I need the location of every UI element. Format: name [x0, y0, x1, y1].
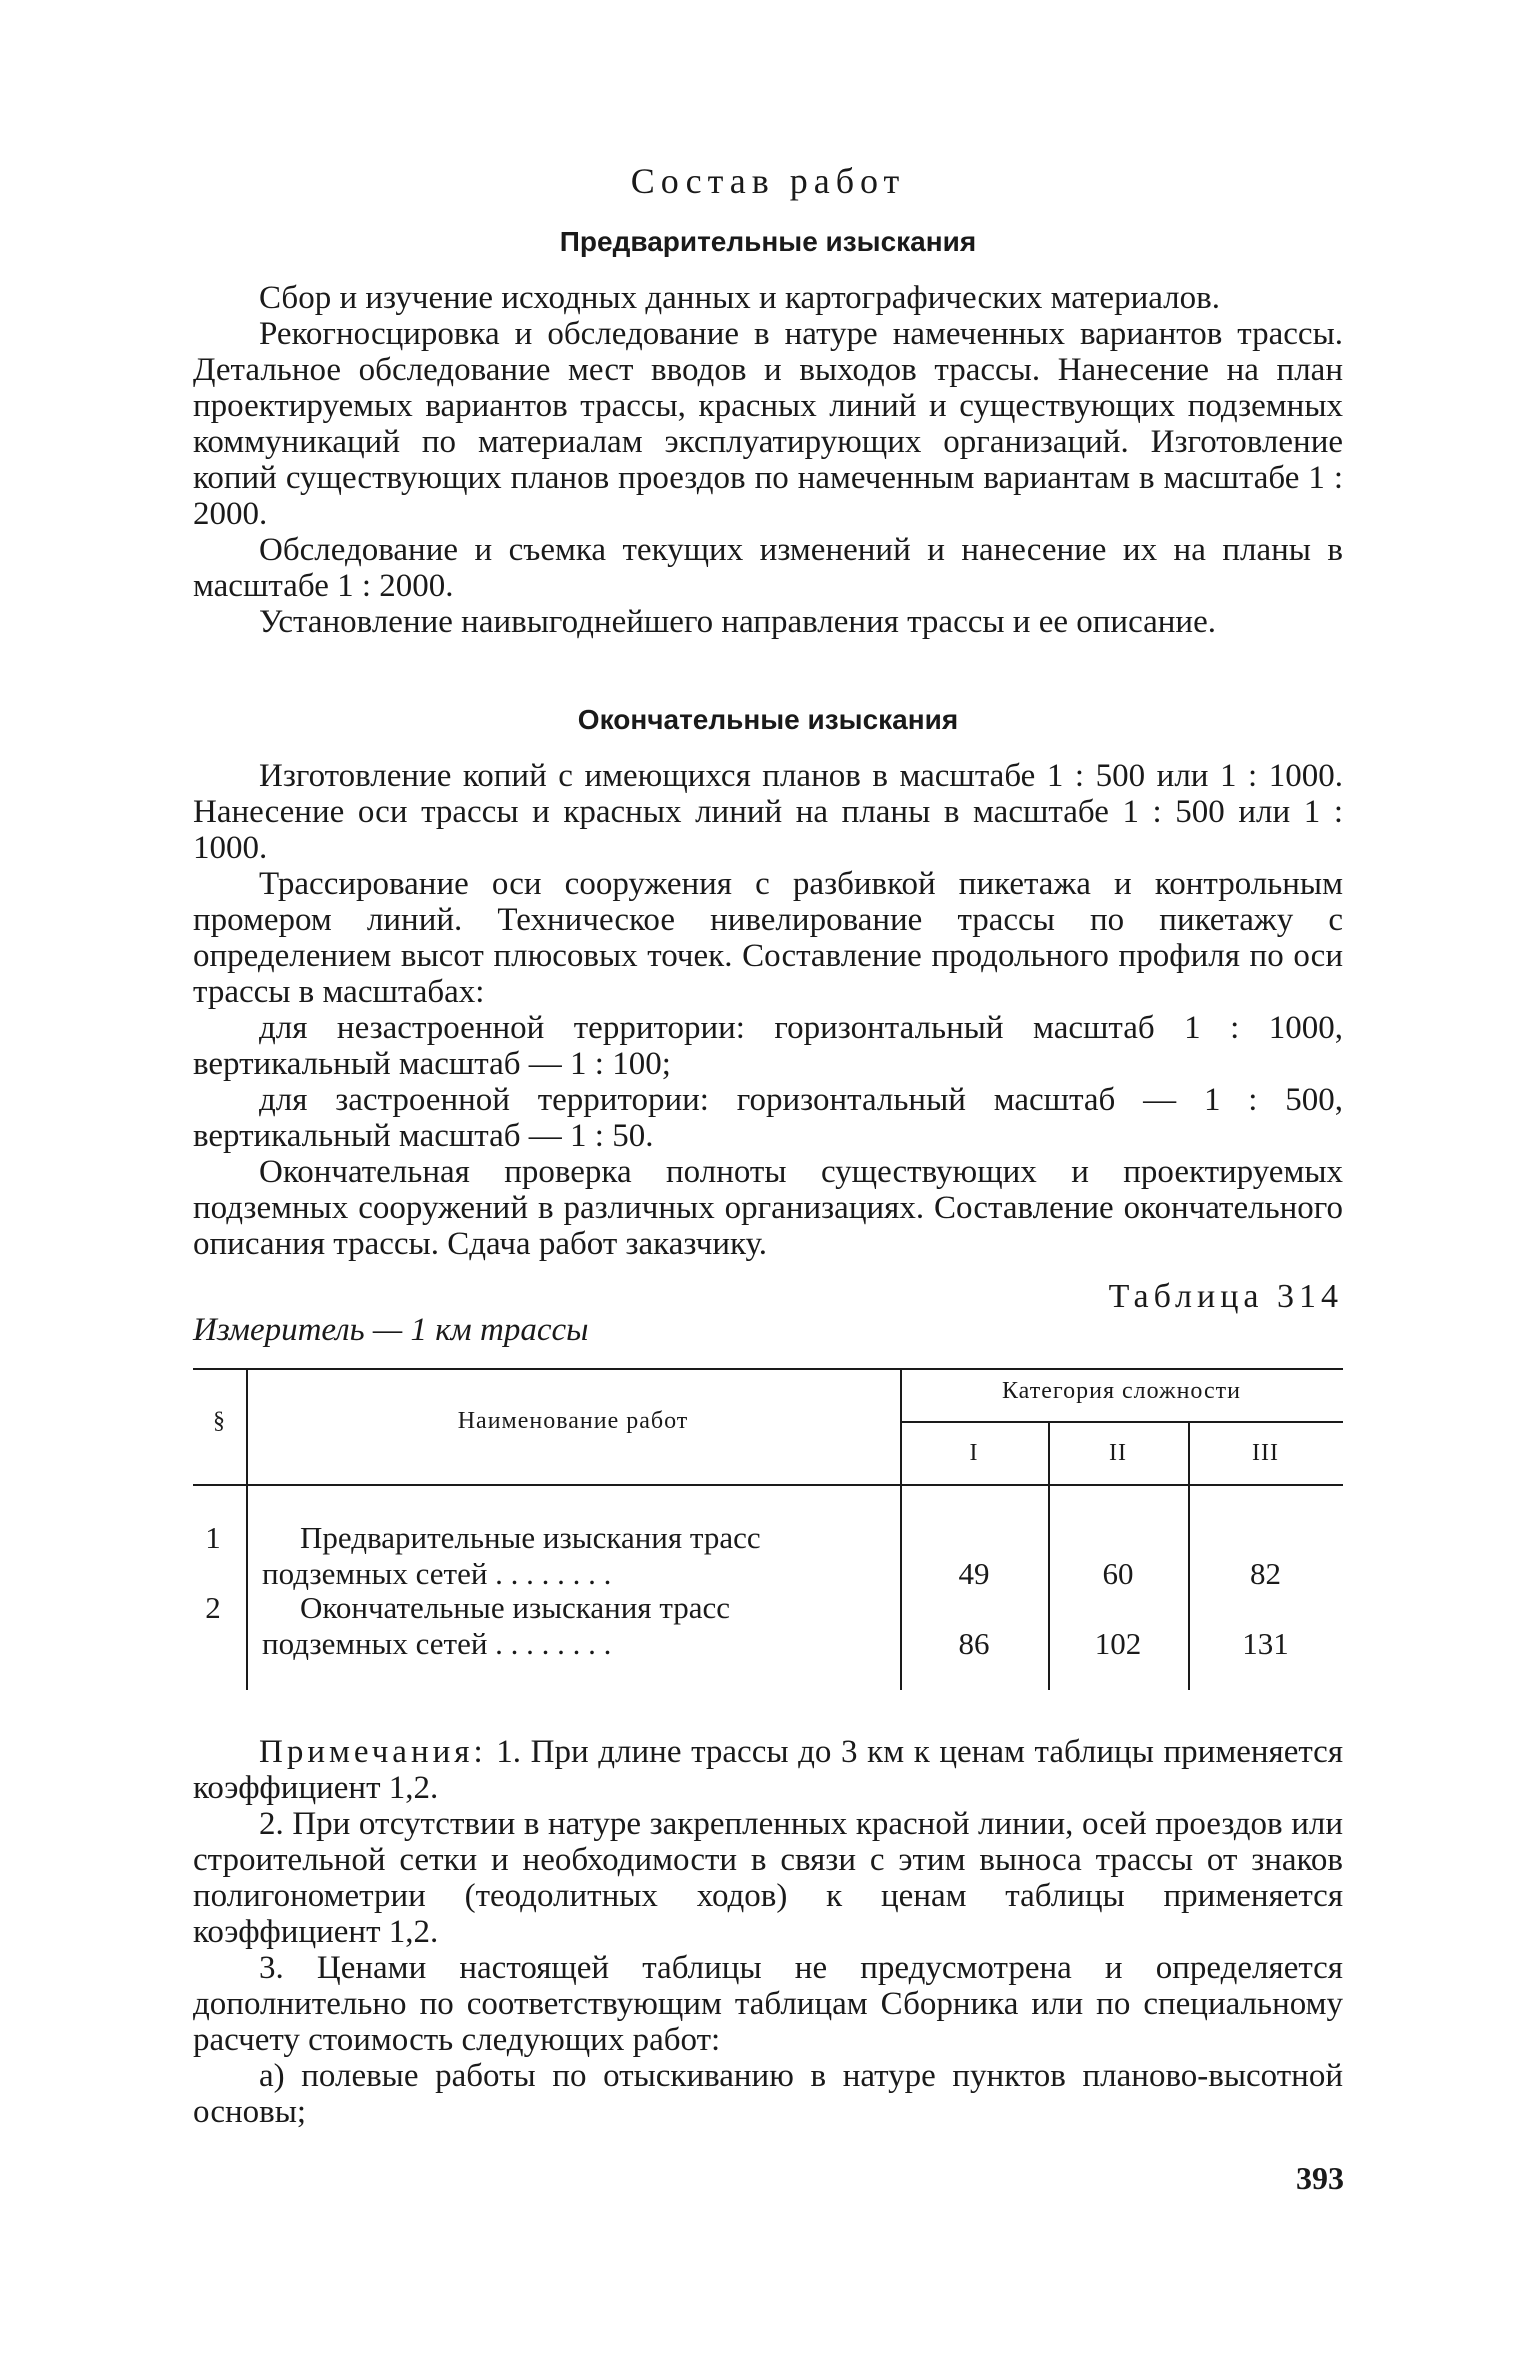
note-1: [193, 1734, 1343, 1806]
row-2-name-line2: подземных сетей . . . . . . . .: [262, 1626, 612, 1661]
paragraph: Рекогносцировка и обследование в натуре намеченных вариантов трассы. Детальное обследование мест вводов и выходов трассы. Нанесение на план проектируемых вариантов трассы, красных линий и существующих подземных коммуникаций по материалам эксплуатирующих организаций. Изготовление копий существующих планов проездов по намеченным вариантам в масштабе 1 : 2000.: [193, 316, 1343, 532]
paragraph: для застроенной территории: горизонтальный масштаб — 1 : 500, вертикальный масштаб — 1 : 50.: [193, 1082, 1343, 1154]
paragraph: Изготовление копий с имеющихся планов в масштабе 1 : 500 или 1 : 1000. Нанесение оси трассы и красных линий на планы в масштабе 1 : 500 или 1 : 1000.: [193, 758, 1343, 866]
row-1-cat-2: 60: [1102, 1556, 1134, 1591]
row-1-name-line2: подземных сетей . . . . . . . .: [262, 1556, 612, 1591]
row-1-name-line1: Предварительные изыскания трасс: [300, 1520, 761, 1555]
header-cat-3: III: [1252, 1440, 1279, 1466]
notes-label: Примечания:: [259, 1734, 487, 1770]
paragraph: Установление наивыгоднейшего направления трассы и ее описание.: [259, 604, 1216, 640]
row-2-cat-3: 131: [1242, 1626, 1289, 1661]
section-title: Состав работ: [630, 161, 906, 201]
paragraph: Обследование и съемка текущих изменений и нанесение их на планы в масштабе 1 : 2000.: [193, 532, 1343, 604]
header-name: Наименование работ: [457, 1408, 689, 1434]
table-header-rule: [193, 1484, 1343, 1486]
page-number: 393: [1296, 2160, 1344, 2196]
header-num: §: [213, 1408, 226, 1434]
table-caption: Таблица 314: [1108, 1278, 1343, 1315]
row-2-name-line1: Окончательные изыскания трасс: [300, 1590, 731, 1625]
section2-body: [193, 758, 1343, 1262]
notes: [193, 1734, 1343, 2130]
note-3a: а) полевые работы по отыскиванию в натуре пунктов планово-высотной основы;: [193, 2058, 1343, 2130]
row-2-cat-1: 86: [958, 1626, 990, 1661]
subheading-preliminary: Предварительные изыскания: [559, 226, 977, 257]
paragraph: для незастроенной территории: горизонтальный масштаб 1 : 1000, вертикальный масштаб — 1 : 100;: [193, 1010, 1343, 1082]
row-2-cat-2: 102: [1094, 1626, 1142, 1661]
row-1-num: 1: [205, 1520, 221, 1555]
table-top-rule: [193, 1368, 1343, 1370]
row-1-cat-3: 82: [1250, 1556, 1281, 1591]
row-1-cat-1: 49: [958, 1556, 990, 1591]
paragraph: Сбор и изучение исходных данных и картографических материалов.: [259, 280, 1220, 316]
paragraph: Окончательная проверка полноты существующих и проектируемых подземных сооружений в различных организациях. Составление окончательного описания трассы. Сдача работ заказчику.: [193, 1154, 1343, 1262]
header-cat-2: II: [1109, 1440, 1127, 1466]
section1-body: [193, 280, 1343, 640]
subheading-final: Окончательные изыскания: [577, 704, 959, 735]
note-1-text: 1. При длине трассы до 3 км к ценам таблицы применяется коэффициент 1,2.: [193, 1734, 1343, 1806]
header-category-group: Категория сложности: [1001, 1378, 1242, 1404]
note-3: 3. Ценами настоящей таблицы не предусмотрена и определяется дополнительно по соответствующим таблицам Сборника или по специальному расчету стоимость следующих работ:: [193, 1950, 1343, 2058]
table-measure: Измеритель — 1 км трассы: [193, 1312, 589, 1348]
header-cat-1: I: [969, 1440, 979, 1466]
row-2-num: 2: [205, 1590, 221, 1625]
paragraph: Трассирование оси сооружения с разбивкой пикетажа и контрольным промером линий. Техническое нивелирование трассы по пикетажу с определением высот плюсовых точек. Составление продольного профиля по оси трассы в масштабах:: [193, 866, 1343, 1010]
note-2: 2. При отсутствии в натуре закрепленных красной линии, осей проездов или строительной сетки и необходимости в связи с этим выноса трассы от знаков полигонометрии (теодолитных ходов) к ценам таблицы применяется коэффициент 1,2.: [193, 1806, 1343, 1950]
table-subheader-rule: [900, 1421, 1343, 1423]
